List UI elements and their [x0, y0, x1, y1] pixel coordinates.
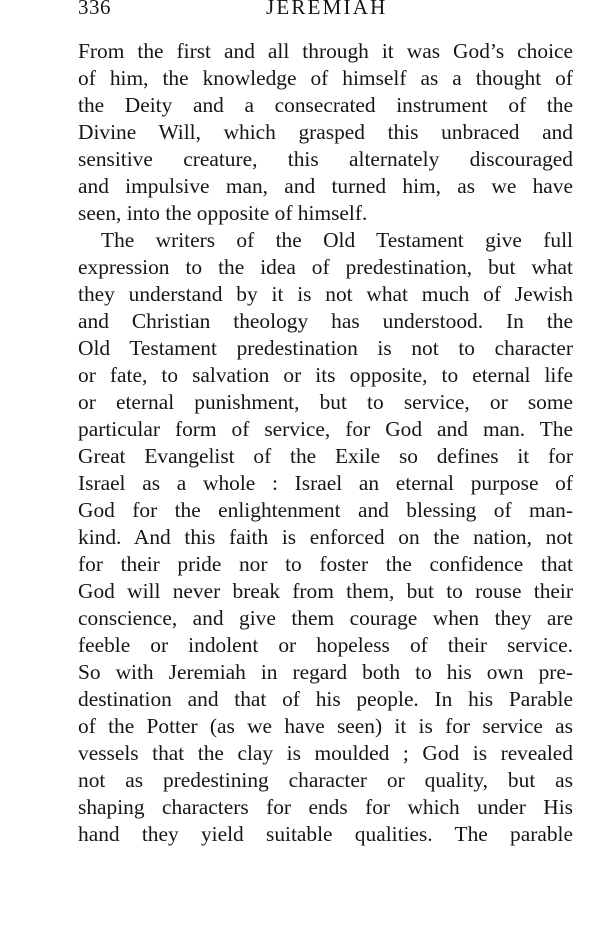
text-line: From the first and all through it was God’s choice [78, 39, 573, 63]
text-line: for their pride nor to foster the confidence that [78, 552, 573, 576]
text-line: So with Jeremiah in regard both to his own pre- [78, 660, 573, 684]
text-line: kind. And this faith is enforced on the nation, not [78, 525, 573, 549]
text-line: seen, into the opposite of himself. [78, 201, 368, 225]
running-head: JEREMIAH [266, 0, 388, 19]
text-line: the Deity and a consecrated instrument of the [78, 93, 573, 117]
body-text [78, 38, 573, 848]
text-line: of him, the knowledge of himself as a thought of [78, 66, 573, 90]
text-line: The writers of the Old Testament give full [101, 228, 573, 252]
text-line: of the Potter (as we have seen) it is for service as [78, 714, 573, 738]
text-line: God will never break from them, but to rouse their [78, 579, 573, 603]
text-line: God for the enlightenment and blessing of man- [78, 498, 573, 522]
text-line: sensitive creature, this alternately discouraged [78, 147, 573, 171]
text-line: shaping characters for ends for which under His [78, 795, 573, 819]
paragraph [78, 38, 573, 227]
text-line: and impulsive man, and turned him, as we have [78, 174, 573, 198]
page-number: 336 [78, 0, 111, 19]
text-line: they understand by it is not what much of Jewish [78, 282, 573, 306]
text-line: expression to the idea of predestination, but what [78, 255, 573, 279]
text-line: Israel as a whole : Israel an eternal purpose of [78, 471, 573, 495]
text-line: or eternal punishment, but to service, or some [78, 390, 573, 414]
text-line: and Christian theology has understood. In the [78, 309, 573, 333]
text-line: Divine Will, which grasped this unbraced and [78, 120, 573, 144]
text-line: vessels that the clay is moulded ; God is revealed [78, 741, 573, 765]
text-line: particular form of service, for God and man. The [78, 417, 573, 441]
text-line: Old Testament predestination is not to character [78, 336, 573, 360]
page-header [0, 0, 606, 20]
paragraph [78, 227, 573, 848]
text-line: Great Evangelist of the Exile so defines it for [78, 444, 573, 468]
text-line: hand they yield suitable qualities. The parable [78, 822, 573, 846]
text-line: conscience, and give them courage when they are [78, 606, 573, 630]
text-line: feeble or indolent or hopeless of their service. [78, 633, 573, 657]
text-line: destination and that of his people. In his Parable [78, 687, 573, 711]
text-line: not as predestining character or quality, but as [78, 768, 573, 792]
text-line: or fate, to salvation or its opposite, to eternal life [78, 363, 573, 387]
